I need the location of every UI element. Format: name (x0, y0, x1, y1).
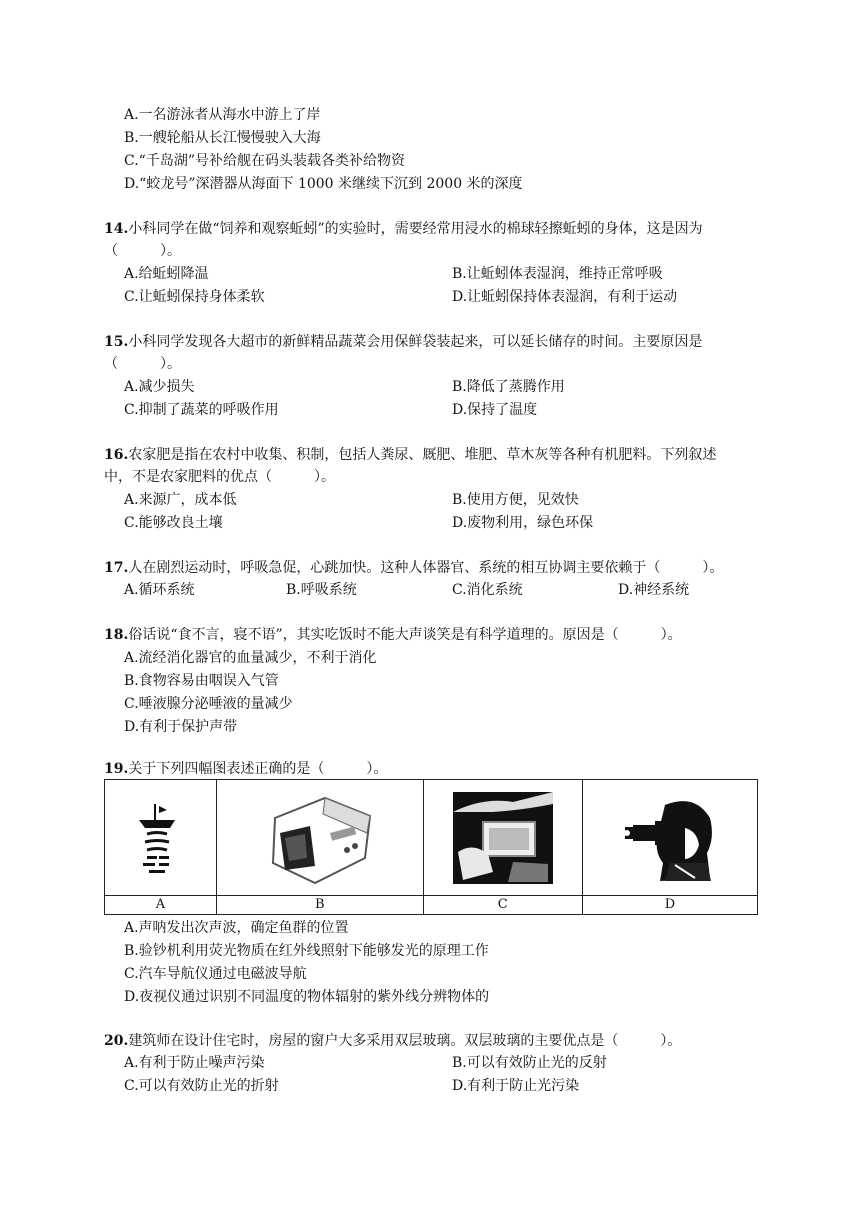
q16-option-d: D.废物利用，绿色环保 (452, 515, 594, 531)
q13-option-d: D.“蛟龙号”深潜器从海面下 1000 米继续下沉到 2000 米的深度 (124, 176, 523, 192)
q17-option-c: C.消化系统 (452, 582, 523, 598)
figure-b-cell (216, 780, 423, 896)
q20-stem (104, 1031, 681, 1051)
q20-option-a: A.有利于防止噪声污染 (124, 1055, 265, 1071)
q19-option-c: C.汽车导航仪通过电磁波导航 (124, 966, 307, 982)
figure-c-label: C (423, 896, 582, 915)
q19-figure-table (104, 779, 758, 915)
q14-option-b: B.让蚯蚓体表湿润，维持正常呼吸 (452, 266, 663, 282)
q14-stem-line2: （ ）。 (104, 243, 181, 259)
q19-option-d: D.夜视仪通过识别不同温度的物体辐射的紫外线分辨物体的 (124, 989, 490, 1005)
q15-option-c: C.抑制了蔬菜的呼吸作用 (124, 402, 279, 418)
q19-option-a: A.声呐发出次声波，确定鱼群的位置 (124, 920, 349, 936)
q19-number: 19. (104, 761, 129, 777)
q16-option-b: B.使用方便，见效快 (452, 492, 579, 508)
q18-stem (104, 625, 682, 645)
figure-d-cell (582, 780, 757, 896)
q19-stem-line1: 关于下列四幅图表述正确的是（ ）。 (128, 761, 388, 777)
q14-number: 14. (104, 221, 129, 237)
q18-number: 18. (104, 627, 129, 643)
q17-option-d: D.神经系统 (618, 582, 690, 598)
q15-option-a: A.减少损失 (124, 379, 195, 395)
q19-stem (104, 759, 387, 779)
figure-a-cell (105, 780, 217, 896)
q18-option-d: D.有利于保护声带 (124, 719, 238, 735)
q15-stem-line1: 小科同学发现各大超市的新鲜精品蔬菜会用保鲜袋装起来，可以延长储存的时间。主要原因是 (128, 334, 703, 350)
q13-option-a: A.一名游泳者从海水中游上了岸 (124, 107, 321, 123)
q18-stem-line1: 俗话说“食不言，寝不语”，其实吃饭时不能大声谈笑是有科学道理的。原因是（ ）。 (128, 627, 682, 643)
q13-option-c: C.“千岛湖”号补给舰在码头装载各类补给物资 (124, 153, 405, 169)
q20-stem-line1: 建筑师在设计住宅时，房屋的窗户大多采用双层玻璃。双层玻璃的主要优点是（ ）。 (128, 1033, 682, 1049)
q15-stem-line2: （ ）。 (104, 356, 181, 372)
q20-option-c: C.可以有效防止光的折射 (124, 1078, 279, 1094)
night-vision-goggles-icon (615, 793, 725, 883)
q16-number: 16. (104, 447, 129, 463)
q18-option-a: A.流经消化器官的血量减少，不利于消化 (124, 650, 377, 666)
q15-number: 15. (104, 334, 129, 350)
sonar-ship-icon (125, 798, 195, 878)
q17-number: 17. (104, 560, 129, 576)
q18-option-b: B.食物容易由咽误入气管 (124, 673, 279, 689)
q17-option-a: A.循环系统 (124, 582, 195, 598)
q13-option-b: B.一艘轮船从长江慢慢驶入大海 (124, 130, 321, 146)
figure-c-cell (423, 780, 582, 896)
q15-option-d: D.保持了温度 (452, 402, 538, 418)
figure-a-label: A (105, 896, 217, 915)
q16-stem-line1: 农家肥是指在农村中收集、积制，包括人粪尿、厩肥、堆肥、草木灰等各种有机肥料。下列叙述 (128, 447, 717, 463)
money-counter-icon (255, 788, 385, 888)
figure-b-label: B (216, 896, 423, 915)
q16-option-c: C.能够改良土壤 (124, 515, 223, 531)
q16-stem (104, 445, 716, 465)
q14-stem (104, 219, 703, 239)
q14-option-c: C.让蚯蚓保持身体柔软 (124, 289, 265, 305)
q20-option-d: D.有利于防止光污染 (452, 1078, 580, 1094)
q17-stem-line1: 人在剧烈运动时，呼吸急促，心跳加快。这种人体器官、系统的相互协调主要依赖于（ ）。 (128, 560, 724, 576)
q16-option-a: A.来源广，成本低 (124, 492, 237, 508)
q17-stem (104, 558, 723, 578)
figure-d-label: D (582, 896, 757, 915)
q16-stem-line2: 中，不是农家肥料的优点（ ）。 (104, 469, 335, 485)
q14-option-a: A.给蚯蚓降温 (124, 266, 209, 282)
q15-option-b: B.降低了蒸腾作用 (452, 379, 565, 395)
q18-option-c: C.唾液腺分泌唾液的量减少 (124, 696, 293, 712)
q20-option-b: B.可以有效防止光的反射 (452, 1055, 607, 1071)
q15-stem (104, 332, 702, 352)
q20-number: 20. (104, 1033, 129, 1049)
q14-stem-line1: 小科同学在做“饲养和观察蚯蚓”的实验时，需要经常用浸水的棉球轻擦蚯蚓的身体，这是因为 (128, 221, 703, 237)
q17-option-b: B.呼吸系统 (286, 582, 357, 598)
q19-option-b: B.验钞机利用荧光物质在红外线照射下能够发光的原理工作 (124, 943, 489, 959)
q14-option-d: D.让蚯蚓保持体表湿润，有利于运动 (452, 289, 678, 305)
car-navigation-icon (453, 792, 553, 884)
